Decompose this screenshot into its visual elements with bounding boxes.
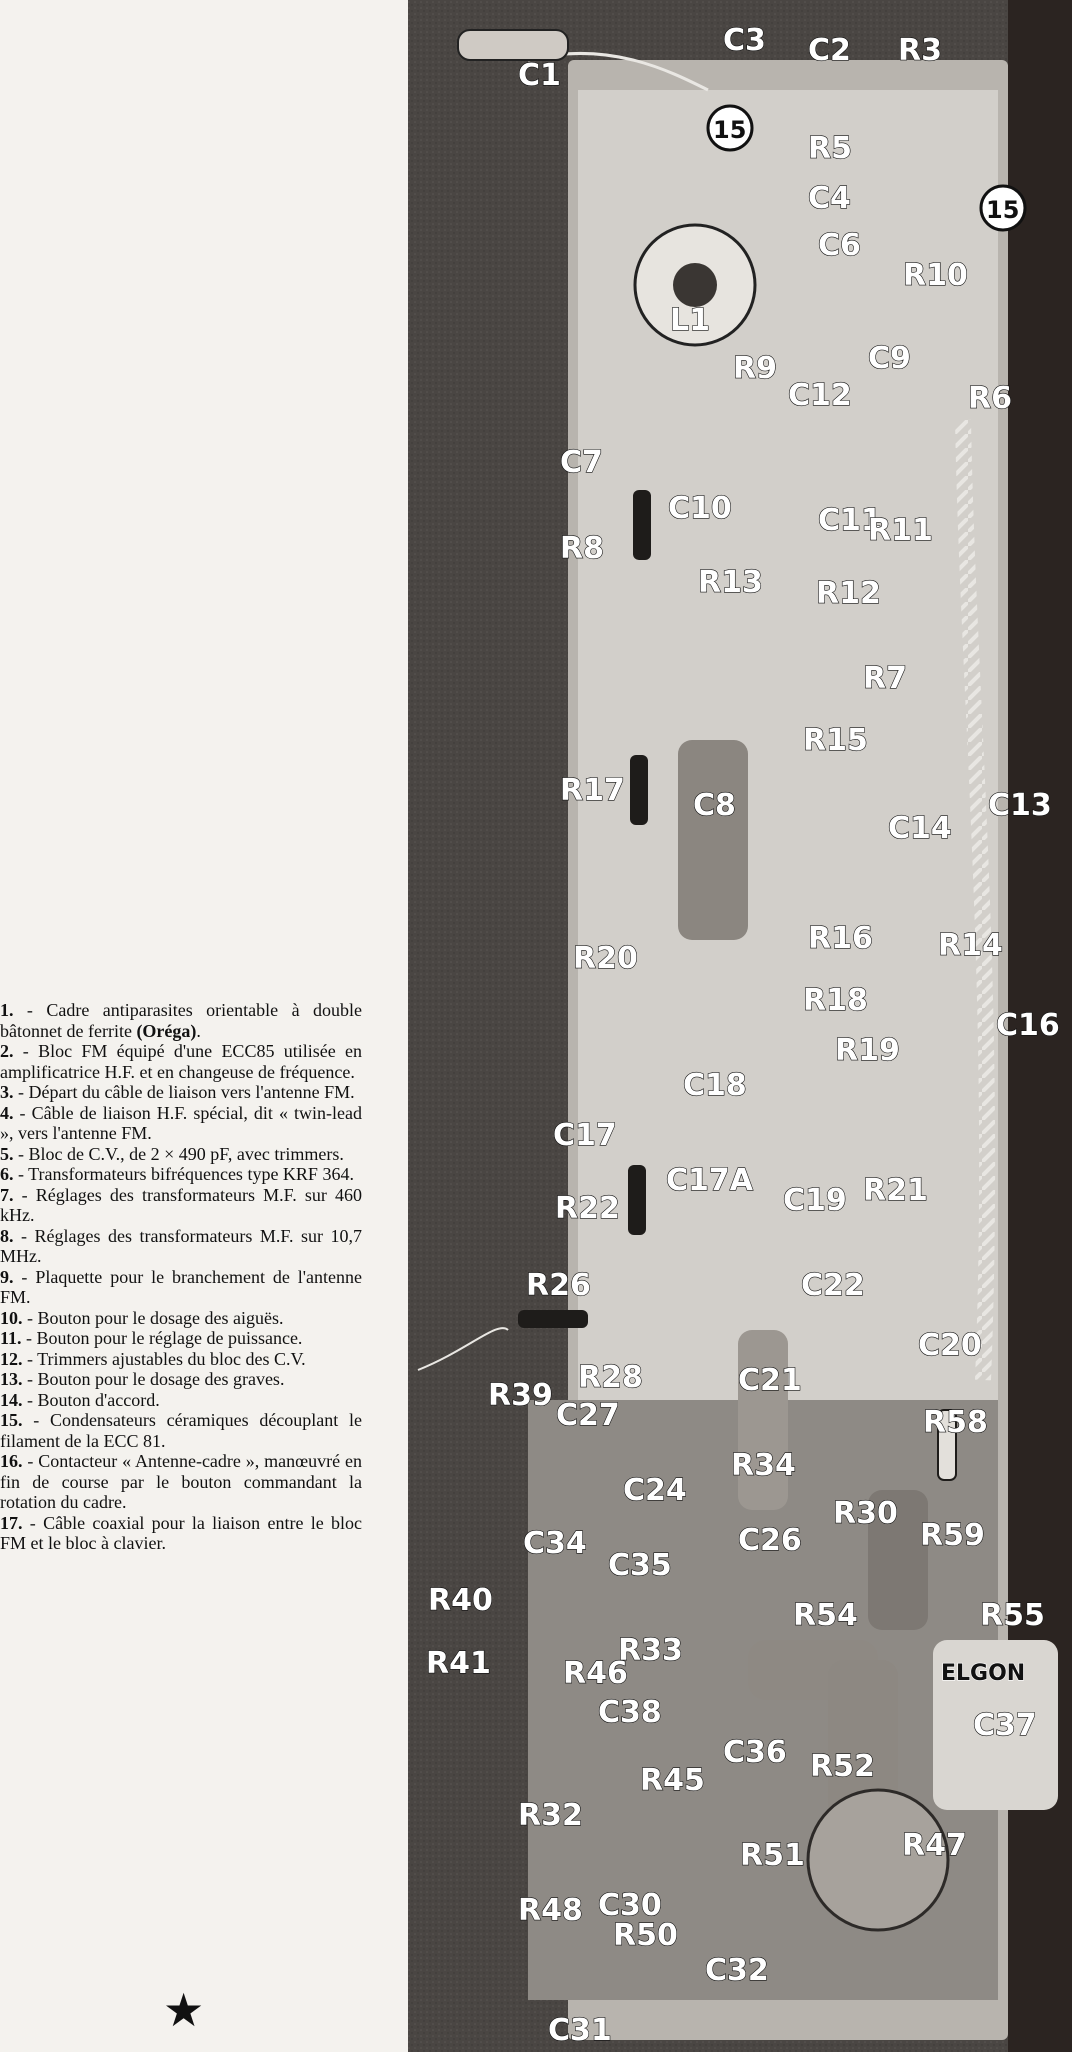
legend-number: 9. <box>0 1266 14 1287</box>
component-label: R34 <box>731 1448 796 1483</box>
component-label: C12 <box>788 378 852 413</box>
component-label: R17 <box>560 773 625 808</box>
legend-item <box>0 1369 362 1390</box>
component-label: R33 <box>618 1633 683 1668</box>
component-label: R48 <box>518 1893 583 1928</box>
component-label: R28 <box>578 1360 643 1395</box>
resistor <box>633 490 651 560</box>
component-label: R11 <box>868 513 933 548</box>
legend-text: - Trimmers ajustables du bloc des C.V. <box>22 1348 306 1369</box>
component-label: C38 <box>598 1695 662 1730</box>
component-label: C24 <box>623 1473 687 1508</box>
legend-text: - Bloc FM équipé d'une ECC85 utilisée en amplificatrice H.F. et en changeuse de fréquence. <box>0 1041 362 1082</box>
legend-item <box>0 1328 362 1349</box>
legend-item <box>0 1410 362 1451</box>
component-label: 15 <box>713 116 747 144</box>
chassis-photo <box>408 0 1072 2052</box>
star-ornament: ★ <box>163 1983 205 2037</box>
component-marking: ELGON <box>941 1661 1026 1686</box>
component-label: C13 <box>988 788 1052 823</box>
legend-item <box>0 1103 362 1144</box>
component-label: C27 <box>556 1398 620 1433</box>
resistor <box>628 1165 646 1235</box>
legend-item <box>0 1226 362 1267</box>
component-label: R52 <box>810 1749 875 1784</box>
component-label: R9 <box>733 351 777 386</box>
legend-text: - Bouton pour le dosage des aiguës. <box>22 1307 284 1328</box>
legend-number: 7. <box>0 1184 14 1205</box>
legend-number: 1. <box>0 1000 14 1020</box>
component-label: C20 <box>918 1328 982 1363</box>
legend-text: - Contacteur « Antenne-cadre », manœuvré en fin de course par le bouton commandant la rotation du cadre. <box>0 1451 362 1512</box>
component-label: C3 <box>723 23 766 58</box>
component-label: C26 <box>738 1523 802 1558</box>
legend-number: 14. <box>0 1389 23 1410</box>
component-label: R41 <box>426 1646 491 1681</box>
legend-item <box>0 1164 362 1185</box>
component-label: C18 <box>683 1068 747 1103</box>
component-label: C19 <box>783 1183 847 1218</box>
component-label: C30 <box>598 1888 662 1923</box>
component-label: R15 <box>803 723 868 758</box>
legend-text: - Transformateurs bifréquences type KRF 364. <box>13 1164 354 1184</box>
component-label: C35 <box>608 1548 672 1583</box>
component-label: C31 <box>548 2013 612 2048</box>
component-label: C2 <box>808 33 851 68</box>
legend-item <box>0 1185 362 1226</box>
legend-item <box>0 1144 362 1165</box>
legend-item <box>0 1267 362 1308</box>
component-label: L1 <box>670 303 710 338</box>
component-label: C4 <box>808 181 851 216</box>
legend-number: 2. <box>0 1041 14 1061</box>
legend-text: - Cadre antiparasites orientable à double bâtonnet de ferrite <box>0 1000 362 1041</box>
component-label: R58 <box>923 1405 988 1440</box>
component-label: C7 <box>560 445 603 480</box>
legend-text: - Bloc de C.V., de 2 × 490 pF, avec trimmers. <box>13 1143 344 1164</box>
component-label: R5 <box>808 131 852 166</box>
legend-number: 12. <box>0 1348 23 1369</box>
component-label: R12 <box>816 576 881 611</box>
ferrite-rod <box>458 30 568 60</box>
legend-text: - Bouton pour le réglage de puissance. <box>21 1328 303 1348</box>
component-label: R50 <box>613 1918 678 1953</box>
legend-number: 15. <box>0 1410 23 1430</box>
legend-text: - Condensateurs céramiques découplant le filament de la ECC 81. <box>0 1410 362 1451</box>
component-label: R40 <box>428 1583 493 1618</box>
legend-item <box>0 1349 362 1370</box>
component <box>678 740 748 940</box>
legend-item <box>0 1451 362 1513</box>
component-label: C22 <box>801 1268 865 1303</box>
legend-number: 16. <box>0 1451 23 1471</box>
legend-number: 8. <box>0 1225 14 1246</box>
component-label: C16 <box>996 1008 1060 1043</box>
legend-tail: . <box>196 1020 201 1041</box>
legend-text: - Réglages des transformateurs M.F. sur 460 kHz. <box>0 1184 362 1225</box>
legend-number: 6. <box>0 1164 14 1184</box>
legend-number: 17. <box>0 1512 23 1533</box>
component-label: R19 <box>835 1033 900 1068</box>
component-label: C8 <box>693 788 736 823</box>
legend-number: 4. <box>0 1102 14 1123</box>
component-label: R54 <box>793 1598 858 1633</box>
legend-text: - Départ du câble de liaison vers l'antenne FM. <box>13 1082 355 1102</box>
component-label: R18 <box>803 983 868 1018</box>
legend-item <box>0 1513 362 1554</box>
resistor <box>518 1310 588 1328</box>
component <box>738 1330 788 1510</box>
legend-text: - Câble coaxial pour la liaison entre le bloc FM et le bloc à clavier. <box>0 1512 362 1553</box>
component-label: R10 <box>903 258 968 293</box>
component-label: R21 <box>863 1173 928 1208</box>
component-label: C17 <box>553 1118 617 1153</box>
component-label: C37 <box>973 1708 1037 1743</box>
component-label: R26 <box>526 1268 591 1303</box>
component-label: R55 <box>980 1598 1045 1633</box>
component-label: R20 <box>573 941 638 976</box>
component-label: R39 <box>488 1378 553 1413</box>
legend-item <box>0 1041 362 1082</box>
component-label: C17A <box>666 1163 753 1198</box>
legend-number: 3. <box>0 1082 14 1102</box>
component-label: R7 <box>863 661 907 696</box>
legend-item <box>0 1308 362 1329</box>
component-label: C6 <box>818 228 861 263</box>
component-label: 15 <box>986 196 1020 224</box>
component-label: R22 <box>555 1191 620 1226</box>
legend-text: - Câble de liaison H.F. spécial, dit « twin-lead », vers l'antenne FM. <box>0 1102 362 1143</box>
component-label: C1 <box>518 58 561 93</box>
component-label: R6 <box>968 381 1012 416</box>
legend-item <box>0 1000 362 1041</box>
component-label: R32 <box>518 1798 583 1833</box>
legend-number: 11. <box>0 1328 22 1348</box>
component-label: C10 <box>668 491 732 526</box>
component-label: R47 <box>902 1828 967 1863</box>
component-label: C36 <box>723 1735 787 1770</box>
component-label: R16 <box>808 921 873 956</box>
component-label: R46 <box>563 1656 628 1691</box>
component-label: C34 <box>523 1526 587 1561</box>
legend <box>0 1000 362 1554</box>
component-label: C14 <box>888 811 952 846</box>
legend-text: - Plaquette pour le branchement de l'antenne FM. <box>0 1266 362 1307</box>
component-label: R45 <box>640 1763 705 1798</box>
legend-text: - Bouton pour le dosage des graves. <box>22 1369 285 1389</box>
legend-number: 5. <box>0 1143 14 1164</box>
component-label: R51 <box>740 1838 805 1873</box>
component-label: C9 <box>868 341 911 376</box>
legend-item <box>0 1082 362 1103</box>
component-label: R30 <box>833 1496 898 1531</box>
component-label: C21 <box>738 1363 802 1398</box>
legend-number: 10. <box>0 1307 23 1328</box>
component-label: R3 <box>898 33 942 68</box>
resistor <box>630 755 648 825</box>
component-label: C11 <box>818 503 882 538</box>
legend-emphasis: (Oréga) <box>136 1020 197 1041</box>
legend-item <box>0 1390 362 1411</box>
component-label: R13 <box>698 565 763 600</box>
legend-number: 13. <box>0 1369 23 1389</box>
legend-text: - Bouton d'accord. <box>22 1389 160 1410</box>
legend-text: - Réglages des transformateurs M.F. sur 10,7 MHz. <box>0 1225 362 1266</box>
component-label: R8 <box>560 531 604 566</box>
component-label: R59 <box>920 1518 985 1553</box>
component-label: C32 <box>705 1953 769 1988</box>
component-label: R14 <box>938 928 1003 963</box>
